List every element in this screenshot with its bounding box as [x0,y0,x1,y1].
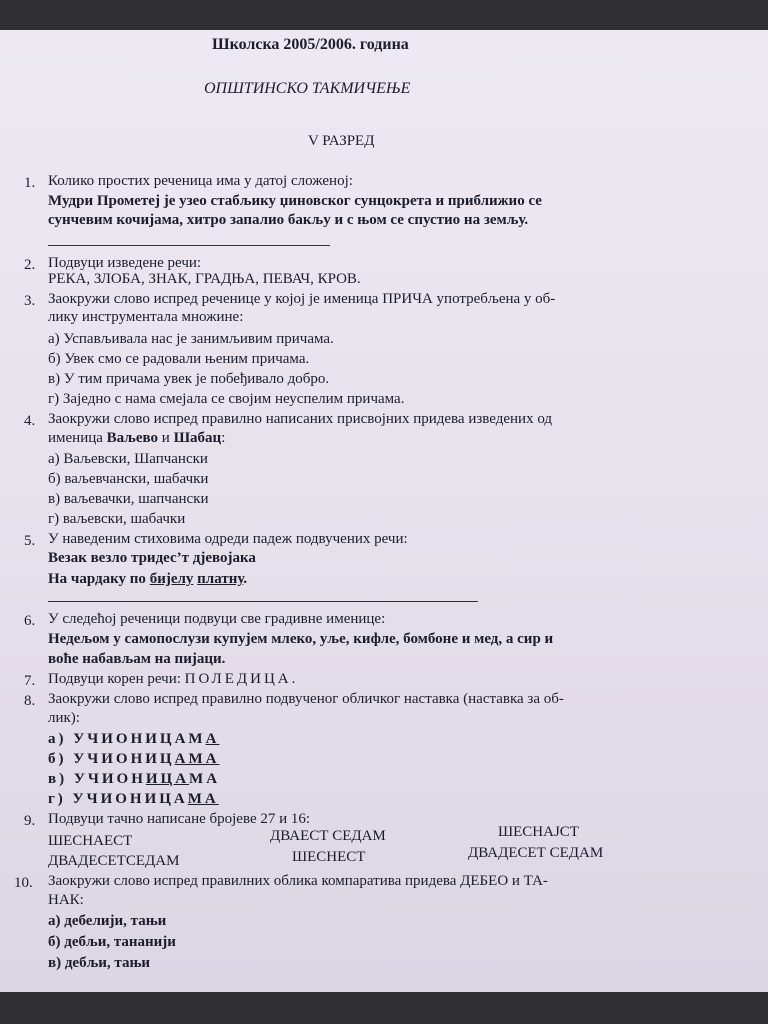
q7-word: ПОЛЕДИЦА. [184,671,299,687]
q5-underlined-word-2: платну [197,571,244,587]
q8-option-c-ending: ИЦА [145,771,190,787]
q9-option-r1c1: ШЕСНАЕСТ [48,833,133,849]
q1-number: 1. [24,175,36,191]
q8-option-c: в) УЧИОНИЦАМА [48,771,221,787]
q8-option-d-ending: МА [187,791,219,807]
q4-number: 4. [24,413,36,429]
q4-text-line1: Заокружи слово испред правилно написаних присвојних придева изведених од [48,411,553,427]
q1-sentence-line2: сунчевим кочијама, хитро запалио бакљу и с њом се спустио на земљу. [48,212,529,228]
q9-option-r1c3: ШЕСНАЈСТ [498,824,579,840]
q8-option-a-ending: А [205,731,220,747]
q5-answer-line [48,601,478,602]
q4-option-a: а) Ваљевски, Шапчански [48,451,208,467]
q9-option-r2c1: ДВАДЕСЕТСЕДАМ [48,853,180,869]
school-year-heading: Школска 2005/2006. година [212,36,409,53]
q1-text: Колико простих реченица има у датој сложеној: [48,173,353,189]
q6-number: 6. [24,613,36,629]
q10-number: 10. [14,875,33,891]
q10-text-line2: НАК: [48,892,84,908]
q2-text: Подвуци изведене речи: [48,255,202,271]
competition-heading: ОПШТИНСКО ТАКМИЧЕЊЕ [204,80,411,97]
q8-option-b-ending: АМА [174,751,220,767]
q8-option-a: а) УЧИОНИЦАМА [48,731,220,747]
q10-option-b: б) дебљи, тананији [48,934,176,950]
q2-words: РЕКА, ЗЛОБА, ЗНАК, ГРАДЊА, ПЕВАЧ, КРОВ. [48,271,361,287]
q3-text-line1: Заокружи слово испред реченице у којој је именица ПРИЧА употребљена у об- [48,291,556,307]
q3-text-line2: лику инструментала множине: [48,309,244,325]
q4-option-d: г) ваљевски, шабачки [48,511,186,527]
q4-text-line2: именица Ваљево и Шабац: [48,430,226,446]
q8-text-line2: лик): [48,710,80,726]
q1-answer-line [48,245,330,246]
q9-text: Подвуци тачно написане бројеве 27 и 16: [48,811,311,827]
q3-number: 3. [24,293,36,309]
q4-option-b: б) ваљевчански, шабачки [48,471,209,487]
q7-number: 7. [24,673,36,689]
q9-option-r2c2: ШЕСНЕСТ [292,849,366,865]
q10-text-line1: Заокружи слово испред правилних облика компаратива придева ДЕБЕО и ТА- [48,873,548,889]
q6-sentence-line1: Недељом у самопослузи купујем млеко, уље, кифле, бомбоне и мед, а сир и [48,631,554,647]
q4-word-valjevo: Ваљево [106,430,159,446]
q6-sentence-line2: воће набављам на пијаци. [48,651,226,667]
q5-verse-line1: Везак везло тридес’т дјевојака [48,550,256,566]
q5-verse-line2: На чардаку по бијелу платну. [48,571,248,587]
q5-number: 5. [24,533,36,549]
q1-sentence-line1: Мудри Прометеј је узео стабљику џиновског сунцокрета и приближио се [48,193,542,209]
q5-underlined-word-1: бијелу [149,571,194,587]
q10-option-c: в) дебљи, тањи [48,955,151,971]
q3-option-a: а) Успављивала нас је занимљивим причама. [48,331,334,347]
q8-option-d: г) УЧИОНИЦАМА [48,791,219,807]
q4-option-c: в) ваљевачки, шапчански [48,491,209,507]
q2-number: 2. [24,257,36,273]
q10-option-a: а) дебелији, тањи [48,913,167,929]
q8-option-b: б) УЧИОНИЦАМА [48,751,220,767]
q5-text: У наведеним стиховима одреди падеж подвучених речи: [48,531,408,547]
q7-text: Подвуци корен речи: ПОЛЕДИЦА. [48,671,299,687]
q9-option-r1c2: ДВАЕСТ СЕДАМ [270,828,386,844]
q8-number: 8. [24,693,36,709]
q3-option-c: в) У тим причама увек је побеђивало добро. [48,371,330,387]
q6-text: У следећој реченици подвуци све градивне именице: [48,611,386,627]
q3-option-d: г) Заједно с нама смејала се својим неуспелим причама. [48,391,405,407]
grade-heading: V РАЗРЕД [308,133,375,149]
exam-sheet [0,30,768,992]
q3-option-b: б) Увек смо се радовали њеним причама. [48,351,310,367]
q8-text-line1: Заокружи слово испред правилно подвученог обличког наставка (наставка за об- [48,691,564,707]
q4-word-sabac: Шабац [173,430,222,446]
q9-number: 9. [24,813,36,829]
q9-option-r2c3: ДВАДЕСЕТ СЕДАМ [468,845,604,861]
